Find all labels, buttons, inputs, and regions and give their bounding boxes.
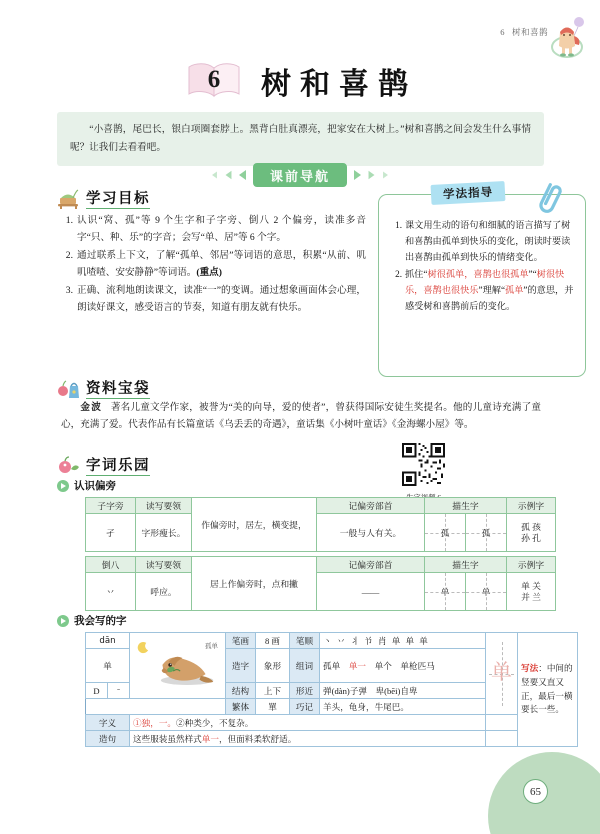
meaning-label: 字义	[86, 715, 130, 731]
learning-goals-list	[61, 212, 366, 317]
resource-heading	[57, 378, 150, 399]
goal-index: 3.	[65, 285, 73, 297]
treasure-bag-icon	[57, 378, 80, 399]
lesson-badge-number: 6	[207, 65, 221, 93]
rad1-samples: 孤 孩 孙 孔	[507, 514, 556, 552]
sentence-value: 这些服装虽然样式单一，但面料柔软舒适。	[130, 731, 486, 747]
word-item: 单枪匹马	[400, 660, 435, 671]
table-row	[86, 633, 578, 649]
word-park-heading	[57, 455, 150, 476]
resource-title: 资料宝袋	[86, 380, 150, 398]
char-tone: ˉ	[108, 683, 130, 699]
play-bullet-icon-2	[57, 615, 69, 627]
running-header	[500, 26, 548, 38]
row3-label2: 巧记	[290, 699, 320, 715]
rad1-tip-left: 字形瘦长。	[136, 514, 192, 552]
left-arrow-icon-3	[212, 172, 217, 179]
row0-value1: 8 画	[256, 633, 290, 649]
rad1-h5: 示例字	[507, 498, 556, 514]
page-title: 树和喜鹊	[261, 67, 417, 102]
sub-heading-label-2: 我会写的字	[74, 615, 127, 627]
radical-table-2	[85, 556, 556, 611]
table-row	[86, 498, 556, 514]
rad1-trace-0: 孤	[425, 514, 466, 552]
rad2-memory: ——	[317, 573, 425, 611]
sentence-label: 造句	[86, 731, 130, 747]
learning-goals-title: 学习目标	[86, 190, 150, 208]
table-row	[86, 715, 578, 731]
strawberry-icon	[57, 455, 80, 476]
rad1-radical: 孑	[86, 514, 136, 552]
table-row	[86, 573, 556, 611]
right-arrow-icon-3	[383, 172, 388, 179]
open-book-icon	[183, 58, 245, 104]
meaning-value: ①独，一。②种类少，不复杂。	[130, 715, 486, 731]
study-method-tab: 学法指导	[431, 181, 506, 205]
rad2-h5: 示例字	[507, 557, 556, 573]
right-arrow-icon-1	[354, 170, 361, 180]
intro-text: “小喜鹊，尾巴长，银白项圈套脖上。黑背白肚真漂亮，把家安在大树上。”树和喜鹊之间会发生什么事情呢？让我们去看看吧。	[70, 124, 531, 153]
sub-heading-characters-to-write	[57, 613, 127, 628]
rad2-h3: 记偏旁部首	[317, 557, 425, 573]
writing-tip-cell	[518, 633, 578, 747]
row3-label1: 繁体	[226, 699, 256, 715]
study-method-item	[391, 266, 576, 314]
character-detail-table	[85, 632, 578, 747]
row1-words	[320, 649, 486, 683]
rad1-trace-1: 孤	[466, 514, 507, 552]
section-banner	[0, 163, 600, 187]
goal-index: 2.	[65, 250, 73, 262]
writing-label: 写法	[521, 663, 539, 673]
rad2-trace-1: 单	[466, 573, 507, 611]
sub-heading-recognize-radicals	[57, 478, 116, 493]
qr-code-block	[402, 443, 445, 503]
row0-label2: 笔顺	[290, 633, 320, 649]
row3-value1: 單	[256, 699, 290, 715]
rad2-tip-mid: 居上作偏旁时，点和撇	[192, 557, 317, 611]
resource-body: 著名儿童文学作家，被誉为“美的向导，爱的使者”，曾获得国际安徒生奖提名。他的儿童诗充满了童心，充满了爱。代表作品有长篇童话《乌丢丢的奇遇》，童话集《小树叶童话》《金海螺小屋》等。	[61, 402, 542, 431]
row2-label1: 结构	[226, 683, 256, 699]
sub-heading-label-1: 认识偏旁	[74, 480, 116, 492]
row2-label2: 形近	[290, 683, 320, 699]
trace-bottom-cell	[486, 731, 518, 747]
goal-index: 1.	[65, 215, 73, 226]
learning-goal-item	[61, 247, 366, 281]
row1-label1: 造字	[226, 649, 256, 683]
row3-mnemonic: 羊头，龟身，牛尾巴。	[320, 699, 486, 715]
learning-goals-heading	[57, 188, 150, 209]
row0-label1: 笔画	[226, 633, 256, 649]
page-number: 65	[523, 779, 548, 804]
guide-index: 2.	[395, 269, 402, 280]
section-banner-label: 课前导航	[253, 163, 347, 187]
running-header-title: 树和喜鹊	[511, 27, 548, 37]
running-header-number: 6	[500, 27, 505, 37]
table-row	[86, 557, 556, 573]
guide-text: 课文用生动的语句和细腻的语言描写了树和喜鹊由孤单到快乐的变化，朗读时要读出喜鹊由孤单到快乐的情绪变化。	[405, 220, 571, 263]
trace-character-cell: 单	[486, 633, 518, 715]
guide-text: 抓住“树很孤单，喜鹊也很孤单”“树很快乐，喜鹊也很快乐”理解“孤单”的意思，并感受树和喜鹊前后的变化。	[405, 269, 574, 312]
row1-label2: 组词	[290, 649, 320, 683]
qr-code-icon	[402, 443, 445, 486]
rad1-memory: 一般与人有关。	[317, 514, 425, 552]
char-illustration-cell	[130, 633, 226, 699]
plant-pot-icon	[57, 188, 80, 209]
author-name: 金波	[80, 402, 102, 413]
rad2-samples: 单 关 并 兰	[507, 573, 556, 611]
rad2-tip-left: 呼应。	[136, 573, 192, 611]
rad2-h0: 倒八	[86, 557, 136, 573]
table-row	[86, 731, 578, 747]
row2-similar: 弹(dàn)子弹 卑(bēi)自卑	[320, 683, 486, 699]
rad2-h1: 读写要领	[136, 557, 192, 573]
word-item: 单一	[348, 660, 367, 671]
study-method-item	[391, 217, 576, 265]
table-row	[86, 514, 556, 552]
row2-value1: 上下	[256, 683, 290, 699]
goal-text: 认识“窝、孤”等 9 个生字和子字旁、倒八 2 个偏旁，读准多音字“只、种、乐”的字音；会写“单、居”等 6 个字。	[77, 215, 366, 244]
rad1-h1: 读写要领	[136, 498, 192, 514]
study-method-list	[391, 217, 576, 316]
study-method-card	[378, 184, 586, 377]
rad1-h0: 子字旁	[86, 498, 136, 514]
word-park-title: 字词乐园	[86, 457, 150, 475]
rad1-h4: 描生字	[425, 498, 507, 514]
left-arrow-icon-2	[226, 171, 232, 180]
rad1-tip-mid: 作偏旁时，居左，横变提，	[192, 498, 317, 552]
right-arrow-icon-2	[369, 171, 375, 180]
goal-text: 正确、流利地朗读课文，读准“一”的变调。通过想象画面体会心理，朗读好课文，感受语言的节奏，知道有朋友就有快乐。	[77, 285, 366, 314]
stroke-order: 丶 丷 丬 兯 肖 单 单 单	[320, 633, 486, 649]
learning-goal-item	[61, 212, 366, 246]
illustration-caption: 孤单	[205, 642, 219, 650]
goal-text: 通过联系上下文，了解“孤单、邻居”等词语的意思，积累“从前、叽叽喳喳、安安静静”等词语。(重点)	[77, 250, 366, 279]
rad2-trace-0: 单	[425, 573, 466, 611]
guide-index: 1.	[395, 220, 402, 230]
left-arrow-icon-1	[239, 170, 246, 180]
rad2-radical: 丷	[86, 573, 136, 611]
learning-goal-item	[61, 282, 366, 316]
girl-with-balloon-icon	[548, 14, 588, 58]
char-pinyin: dān	[86, 633, 130, 649]
writing-text: ：中间的竖要又直又正，最后一横要长一些。	[521, 663, 573, 715]
word-item: 孤单	[323, 660, 341, 671]
play-bullet-icon	[57, 480, 69, 492]
intro-paragraph-box	[57, 112, 544, 166]
word-item: 单个	[374, 660, 392, 671]
row1-value1: 象形	[256, 649, 290, 683]
resource-paragraph	[61, 399, 541, 433]
rad1-h3: 记偏旁部首	[317, 498, 425, 514]
main-character: 单	[86, 649, 130, 683]
radical-table-1	[85, 497, 556, 552]
lesson-title-row	[0, 58, 600, 104]
rad2-h4: 描生字	[425, 557, 507, 573]
seal-illustration-icon	[147, 648, 221, 688]
char-letter: D	[86, 683, 108, 699]
